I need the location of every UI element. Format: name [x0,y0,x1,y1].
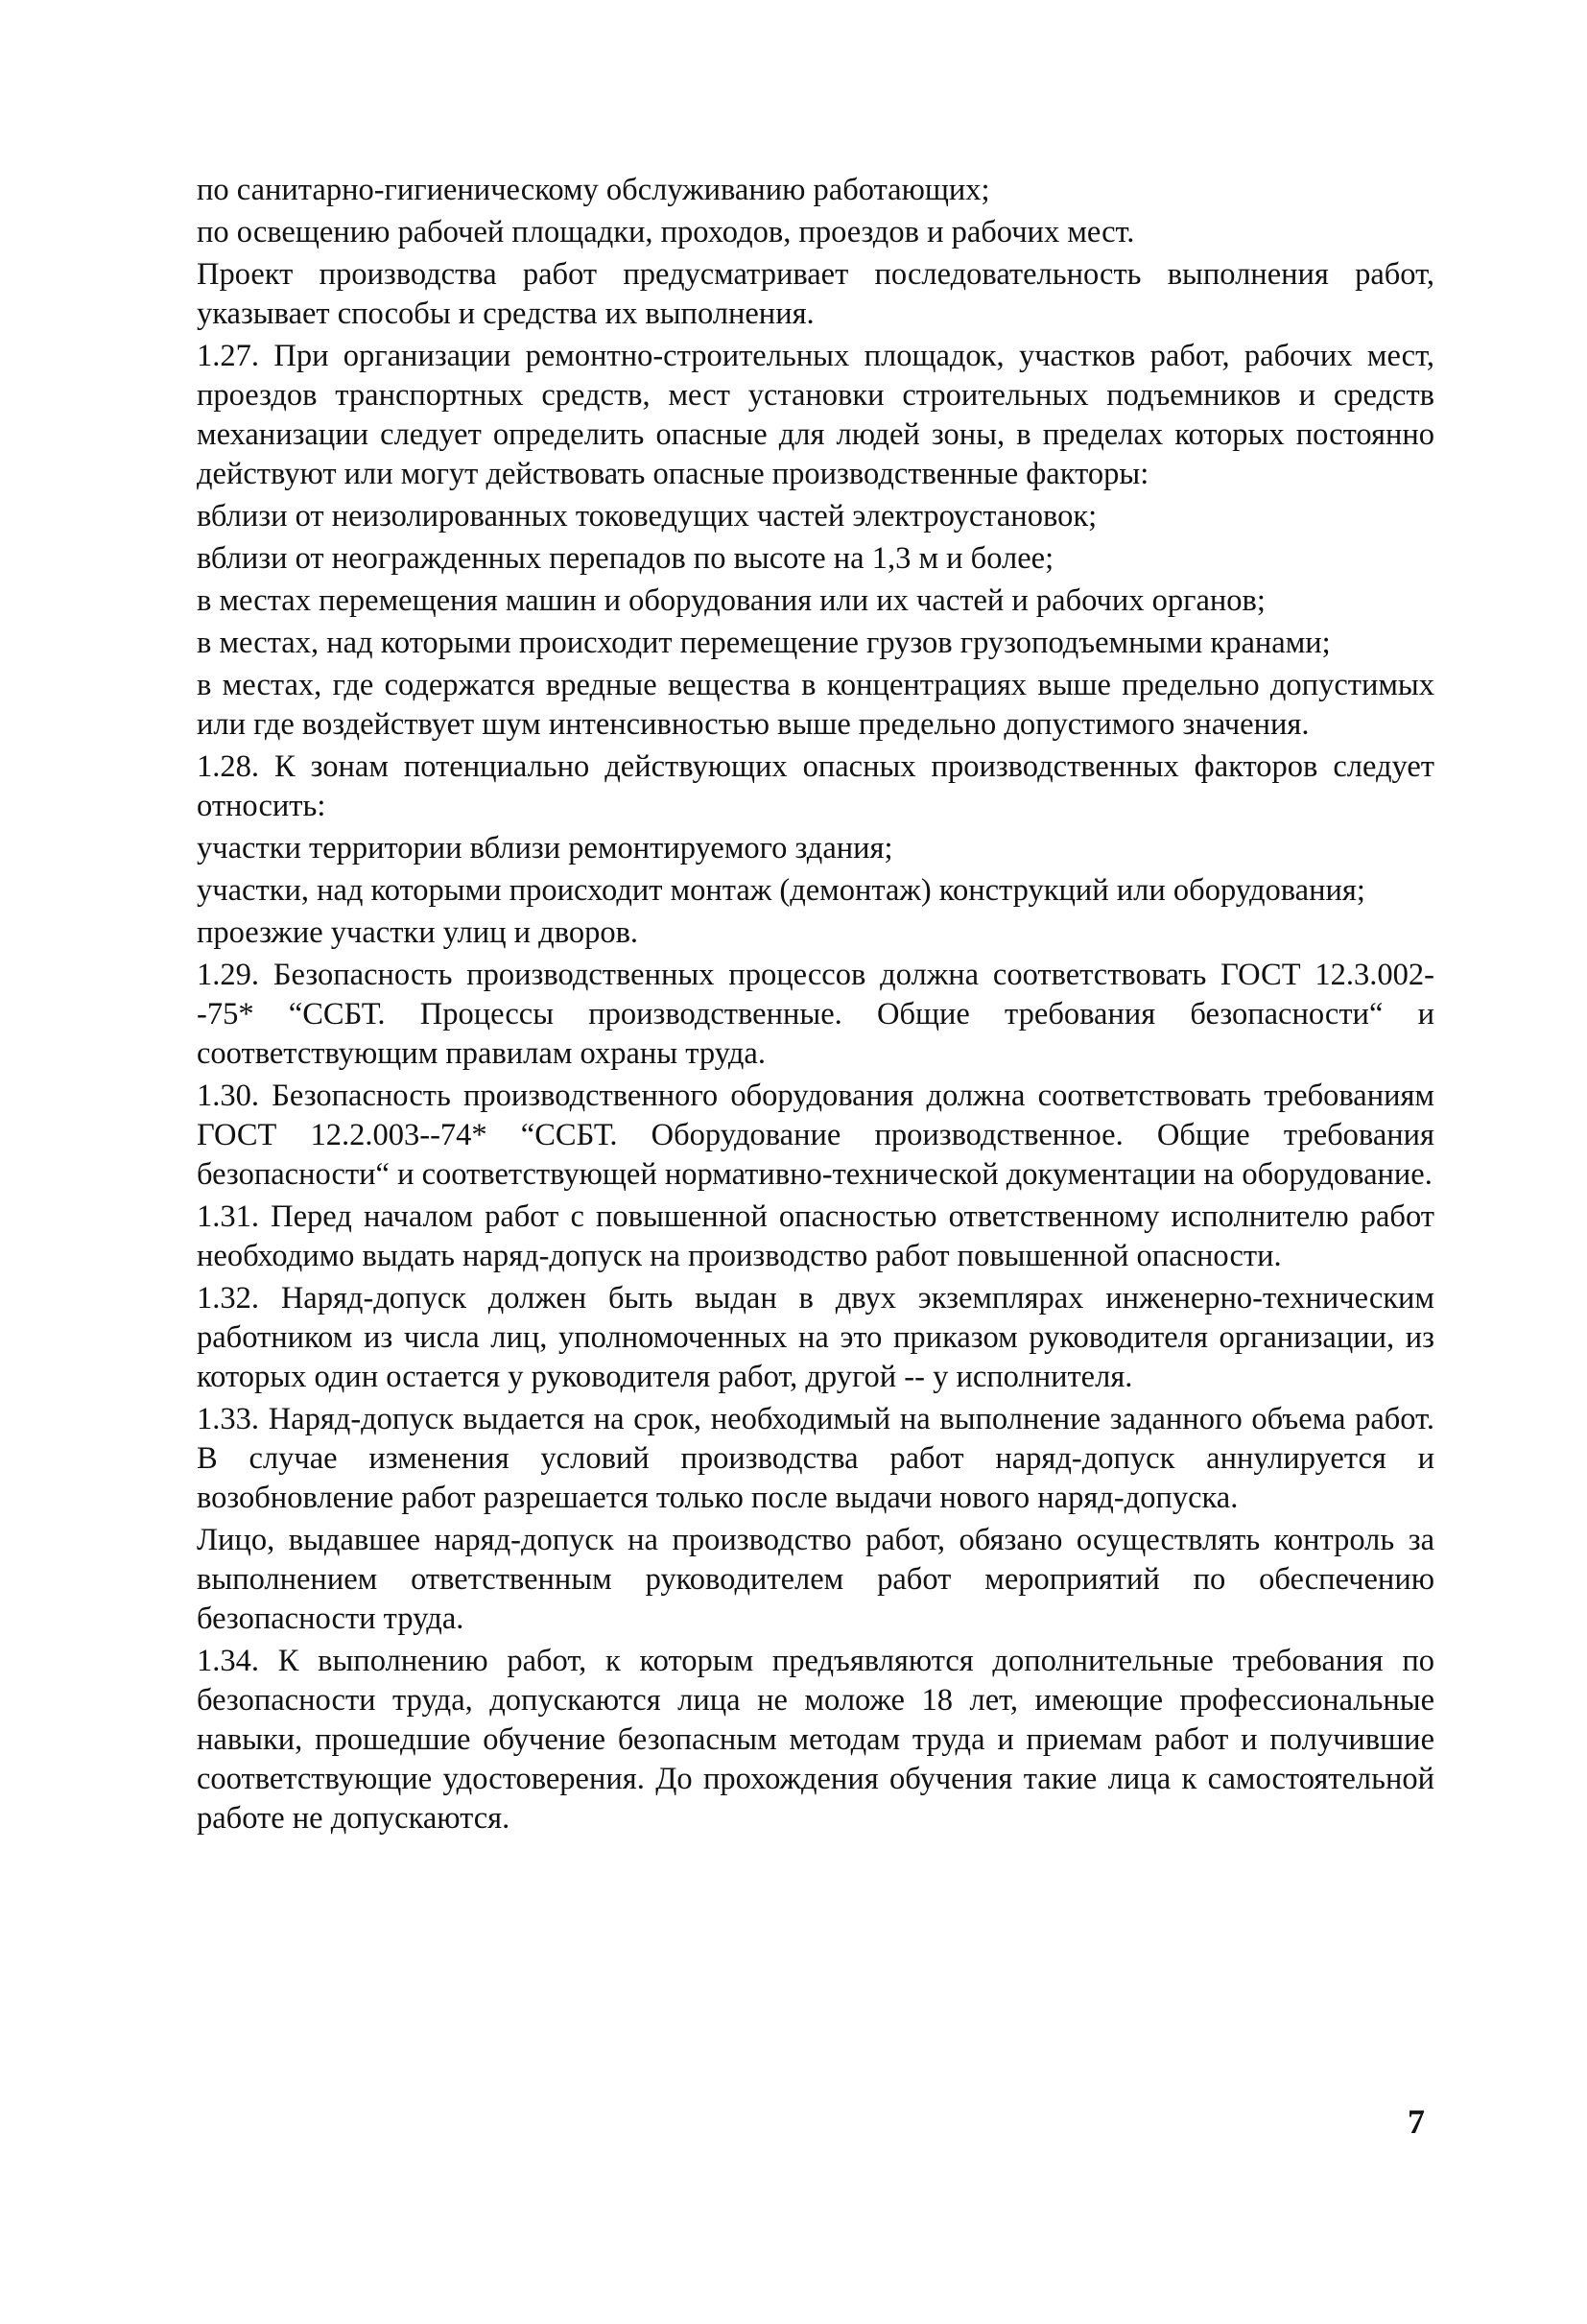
list-item: участки, над которыми происходит монтаж (демонтаж) конструкций или оборудования; [197,873,1365,908]
list-item: в местах, над которыми происходит перемещение грузов грузоподъемными кранами; [197,626,1331,660]
paragraph-1-32: 1.32. Наряд-допуск должен быть выдан в двух экземплярах инженерно-техническим работником из числа лиц, уполномоченных на это приказом руководителя организации, из которых один остается у руководителя работ, другой -- у исполнителя. [197,1281,1434,1394]
page-number: 7 [1408,2102,1425,2141]
paragraph-1-27: 1.27. При организации ремонтно-строительных площадок, участков работ, рабочих мест, проездов транспортных средств, мест установки строительных подъемников и средств механизации следует определить опасные для людей зоны, в пределах которых постоянно действуют или могут действовать опасные производственные факторы: [197,339,1434,491]
list-item: вблизи от неогражденных перепадов по высоте на 1,3 м и более; [197,541,1054,576]
paragraph-1-33: 1.33. Наряд-допуск выдается на срок, необходимый на выполнение заданного объема работ. В случае изменения условий производства работ наряд-допуск аннулируется и возобновление работ разрешается только после выдачи нового наряд-допуска. [197,1402,1434,1515]
paragraph-1-28: 1.28. К зонам потенциально действующих опасных производственных факторов следует относить: [197,749,1434,823]
paragraph-1-30: 1.30. Безопасность производственного оборудования должна соответствовать требованиям ГОСТ 12.2.003--74* “ССБТ. Оборудование производственное. Общие требования безопасности“ и соответствующей нормативно-технической документации на оборудование. [197,1079,1434,1192]
list-item: проезжие участки улиц и дворов. [197,915,639,950]
paragraph-1-29: 1.29. Безопасность производственных процессов должна соответствовать ГОСТ 12.3.002--75* “ССБТ. Процессы производственные. Общие требования безопасности“ и соответствующим правилам охраны труда. [197,958,1434,1071]
list-item: участки территории вблизи ремонтируемого здания; [197,831,893,866]
paragraph-1-31: 1.31. Перед началом работ с повышенной опасностью ответственному исполнителю работ необходимо выдать наряд-допуск на производство работ повышенной опасности. [197,1199,1434,1273]
list-item: в местах, где содержатся вредные вещества в концентрациях выше предельно допустимых или где воздействует шум интенсивностью выше предельно допустимого значения. [197,668,1434,742]
list-item: в местах перемещения машин и оборудования или их частей и рабочих органов; [197,583,1266,618]
paragraph-1-34: 1.34. К выполнению работ, к которым предъявляются дополнительные требования по безопасности труда, допускаются лица не моложе 18 лет, имеющие профессиональные навыки, прошедшие обучение безопасным методам труда и приемам работ и получившие соответствующие удостоверения. До прохождения обучения такие лица к самостоятельной работе не допускаются. [197,1644,1434,1836]
paragraph: по санитарно-гигиеническому обслуживанию работающих; [197,173,990,207]
paragraph: Лицо, выдавшее наряд-допуск на производство работ, обязано осуществлять контроль за выполнением ответственным руководителем работ мероприятий по обеспечению безопасности труда. [197,1523,1434,1636]
document-body [197,171,1434,1841]
paragraph: Проект производства работ предусматривает последовательность выполнения работ, указывает способы и средства их выполнения. [197,257,1434,331]
list-item: вблизи от неизолированных токоведущих частей электроустановок; [197,499,1098,534]
paragraph: по освещению рабочей площадки, проходов, проездов и рабочих мест. [197,215,1135,249]
